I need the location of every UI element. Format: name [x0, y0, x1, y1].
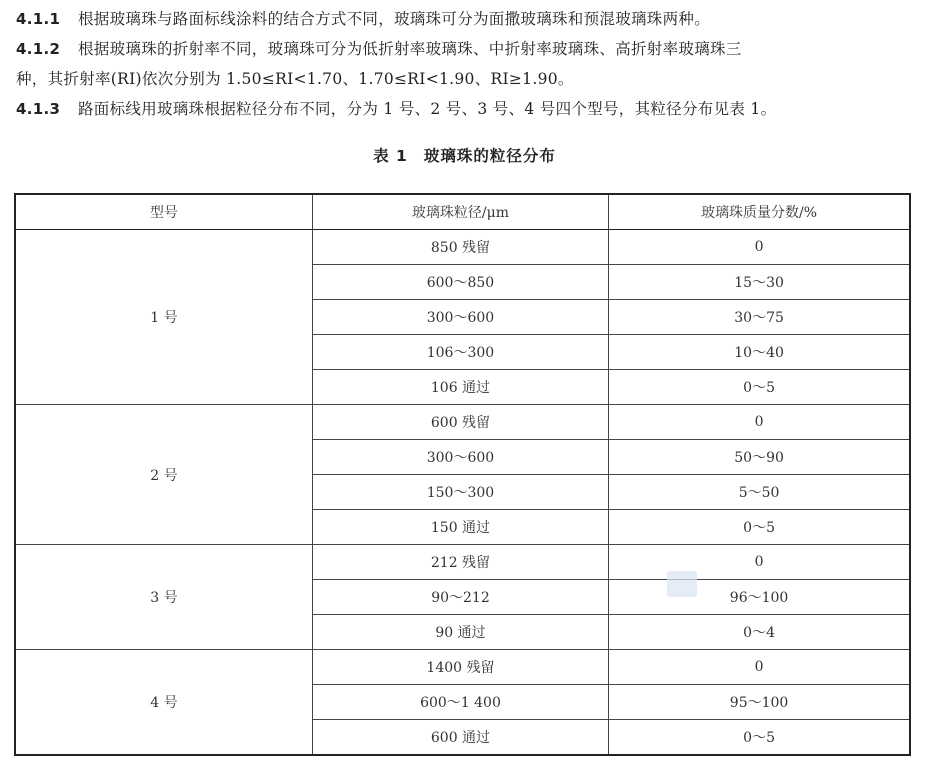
- fraction-cell: 0～5: [609, 510, 910, 545]
- fraction-cell: 0: [609, 230, 910, 265]
- size-cell: 600～1 400: [312, 685, 608, 720]
- table-row: [15, 405, 910, 440]
- size-cell: 600 残留: [312, 405, 608, 440]
- size-cell: 600～850: [312, 265, 608, 300]
- header-type: 型号: [15, 194, 312, 230]
- fraction-cell: 15～30: [609, 265, 910, 300]
- size-cell: 150～300: [312, 475, 608, 510]
- particle-size-table: [14, 193, 911, 756]
- clause-4-1-2: [16, 34, 921, 64]
- type-cell: 3 号: [15, 545, 312, 650]
- fraction-cell: 50～90: [609, 440, 910, 475]
- table-row: [15, 230, 910, 265]
- watermark-logo: [667, 571, 697, 597]
- type-cell: 1 号: [15, 230, 312, 405]
- fraction-cell: 30～75: [609, 300, 910, 335]
- fraction-cell: 0～5: [609, 370, 910, 405]
- type-cell: 2 号: [15, 405, 312, 545]
- fraction-cell: 95～100: [609, 685, 910, 720]
- clause-text: 路面标线用玻璃珠根据粒径分布不同，分为 1 号、2 号、3 号、4 号四个型号，其粒径分布见表 1。: [78, 100, 777, 118]
- size-cell: 106～300: [312, 335, 608, 370]
- fraction-cell: 96～100: [609, 580, 910, 615]
- clause-continuation: 种，其折射率(RI)依次分别为 1.50≤RI<1.70、1.70≤RI<1.90、RI≥1.90。: [16, 70, 574, 88]
- header-mass-fraction: 玻璃珠质量分数/%: [609, 194, 910, 230]
- size-cell: 150 通过: [312, 510, 608, 545]
- table-caption-text: 玻璃珠的粒径分布: [423, 147, 556, 165]
- size-cell: 90 通过: [312, 615, 608, 650]
- table-caption: [0, 144, 929, 166]
- header-particle-size: 玻璃珠粒径/μm: [312, 194, 608, 230]
- clause-number: 4.1.2: [16, 40, 61, 58]
- size-cell: 850 残留: [312, 230, 608, 265]
- clause-number: 4.1.3: [16, 100, 61, 118]
- size-cell: 106 通过: [312, 370, 608, 405]
- fraction-cell: 10～40: [609, 335, 910, 370]
- size-cell: 212 残留: [312, 545, 608, 580]
- fraction-cell: 0～5: [609, 720, 910, 756]
- fraction-cell: 0: [609, 545, 910, 580]
- size-cell: 300～600: [312, 300, 608, 335]
- clause-text: 根据玻璃珠的折射率不同，玻璃珠可分为低折射率玻璃珠、中折射率玻璃珠、高折射率玻璃珠三: [78, 40, 742, 58]
- type-cell: 4 号: [15, 650, 312, 756]
- fraction-cell: 0～4: [609, 615, 910, 650]
- fraction-cell: 0: [609, 650, 910, 685]
- fraction-cell: 5～50: [609, 475, 910, 510]
- clause-4-1-3: [16, 94, 921, 124]
- table-row: [15, 545, 910, 580]
- table-header-row: [15, 194, 910, 230]
- clause-number: 4.1.1: [16, 10, 61, 28]
- size-cell: 90～212: [312, 580, 608, 615]
- size-cell: 1400 残留: [312, 650, 608, 685]
- table-row: [15, 650, 910, 685]
- size-cell: 300～600: [312, 440, 608, 475]
- size-cell: 600 通过: [312, 720, 608, 756]
- clauses-section: [16, 4, 921, 124]
- clause-4-1-1: [16, 4, 921, 34]
- table-caption-label: 表 1: [373, 147, 408, 165]
- fraction-cell: 0: [609, 405, 910, 440]
- clause-text: 根据玻璃珠与路面标线涂料的结合方式不同，玻璃珠可分为面撒玻璃珠和预混玻璃珠两种。: [78, 10, 711, 28]
